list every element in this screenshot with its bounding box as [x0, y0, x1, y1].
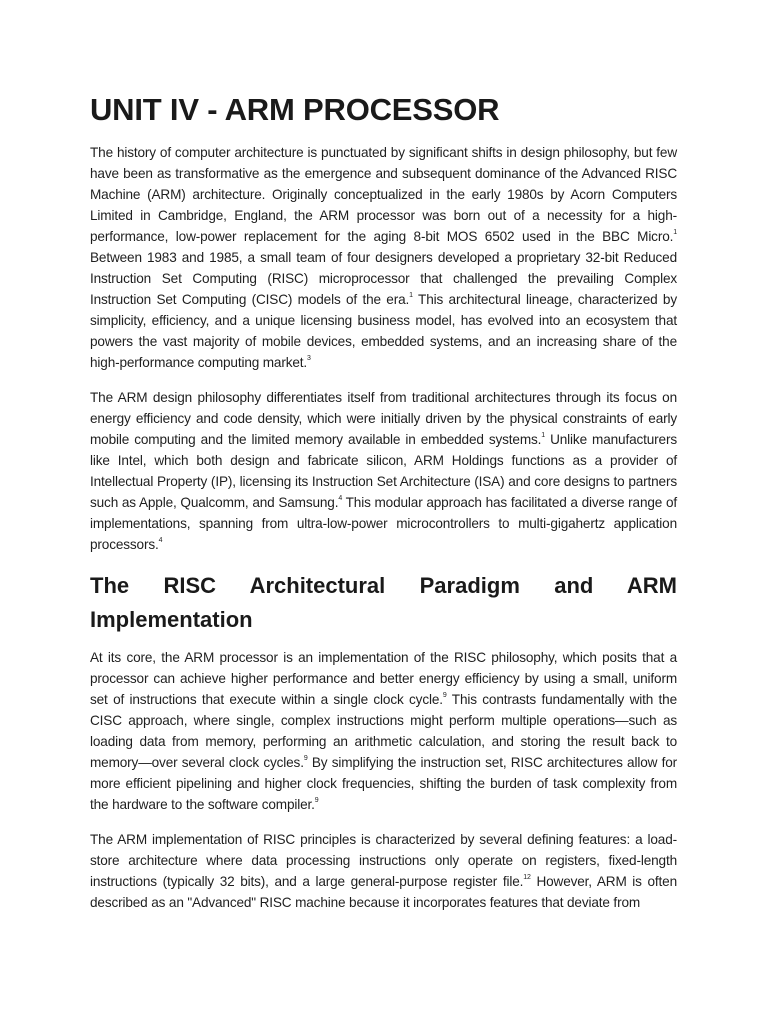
footnote-ref: 3: [307, 355, 311, 363]
footnote-ref: 1: [541, 432, 546, 440]
footnote-ref: 9: [442, 692, 447, 700]
footnote-ref: 9: [314, 797, 319, 805]
section-heading: [90, 569, 677, 637]
document-page: [90, 90, 677, 927]
paragraph: The ARM implementation of RISC principles is characterized by several defining features: a load-store architecture where data processing instructions only operate on registers, fixed-length instructions (typically 32 bits), and a large general-purpose register file.$^{12}$ However, ARM is often described as an "Advanced" RISC machine because it incorporates features that deviate from: [90, 832, 677, 910]
footnote-ref: 4: [338, 495, 343, 503]
footnote-ref: 1: [673, 229, 677, 237]
paragraph: The ARM design philosophy differentiates itself from traditional architectures through its focus on energy efficiency and code density, which were initially driven by the physical constraints of early mobile computing and the limited memory available in embedded systems.$^1$ Unlike manufacturers like Intel, which both design and fabricate silicon, ARM Holdings functions as a provider of Intellectual Property (IP), licensing its Instruction Set Architecture (ISA) and core designs to partners such as Apple, Qualcomm, and Samsung.$^4$ This modular approach has facilitated a diverse range of implementations, spanning from ultra-low-power microcontrollers to multi-gigahertz application processors.$^4$: [90, 390, 677, 552]
paragraph: At its core, the ARM processor is an implementation of the RISC philosophy, which posits that a processor can achieve higher performance and better energy efficiency by using a small, uniform set of instructions that execute within a single clock cycle.$^9$ This contrasts fundamentally with the CISC approach, where single, complex instructions might perform multiple operations—such as loading data from memory, performing an arithmetic calculation, and storing the result back to memory—over several clock cycles.$^9$ By simplifying the instruction set, RISC architectures allow for more efficient pipelining and higher clock frequencies, shifting the burden of task complexity from the hardware to the software compiler.$^9$: [90, 650, 677, 812]
section-heading-line: The RISC Architectural Paradigm and ARM: [90, 573, 677, 598]
section-heading-line: Implementation: [90, 607, 253, 632]
paragraph: The history of computer architecture is punctuated by significant shifts in design philosophy, but few have been as transformative as the emergence and subsequent dominance of the Advanced RISC Machine (ARM) architecture. Originally conceptualized in the early 1980s by Acorn Computers Limited in Cambridge, England, the ARM processor was born out of a necessity for a high-performance, low-power replacement for the aging 8-bit MOS 6502 used in the BBC Micro.$^1$ Between 1983 and 1985, a small team of four designers developed a proprietary 32-bit Reduced Instruction Set Computing (RISC) microprocessor that challenged the prevailing Complex Instruction Set Computing (CISC) models of the era.$^1$ This architectural lineage, characterized by simplicity, efficiency, and a unique licensing business model, has evolved into an ecosystem that powers the vast majority of mobile devices, embedded systems, and an increasing share of the high-performance computing market.$^3$: [90, 145, 677, 370]
footnote-ref: 1: [409, 292, 413, 300]
footnote-ref: 12: [523, 874, 531, 882]
footnote-ref: 9: [303, 755, 308, 763]
page-title: UNIT IV - ARM PROCESSOR: [90, 92, 500, 127]
footnote-ref: 4: [158, 537, 163, 545]
